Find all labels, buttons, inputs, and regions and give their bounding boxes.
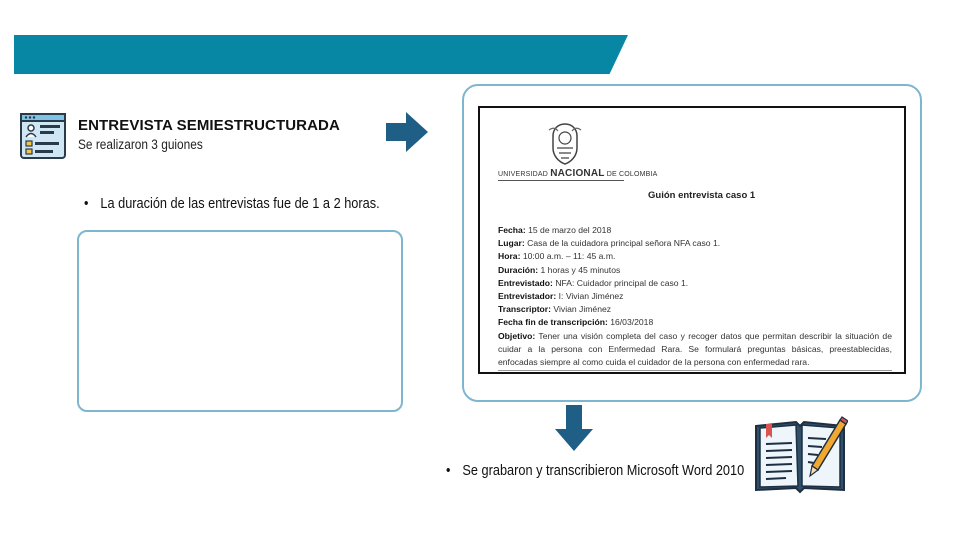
field-row: Fecha: 15 de marzo del 2018 (498, 225, 612, 235)
arrow-down-icon (555, 405, 593, 451)
document-page (478, 106, 906, 374)
field-row: Lugar: Casa de la cuidadora principal señora NFA caso 1. (498, 238, 721, 249)
university-main: NACIONAL (550, 168, 605, 179)
objective-paragraph: Objetivo: Tener una visión completa del caso y recoger datos que permitan describir la situación de cuidar a la persona con Enfermedad Rara. Se formulará preguntas básicas, preestablecidas, enfocadas siempre al como cuida el cuidador de la persona con enfermedad rara. (498, 330, 892, 368)
field-row: Hora: 10:00 a.m. – 11: 45 a.m. (498, 251, 616, 262)
document-title: Guión entrevista caso 1 (648, 190, 756, 201)
university-suffix: DE COLOMBIA (606, 171, 658, 178)
header-divider (498, 180, 624, 181)
form-icon (20, 113, 66, 159)
field-row: Fecha fin de transcripción: 16/03/2018 (498, 317, 654, 328)
title-band (14, 35, 628, 74)
bullet-recording (446, 462, 744, 479)
university-prefix: UNIVERSIDAD (498, 171, 549, 178)
field-row: Duración: 1 horas y 45 minutos (498, 264, 621, 275)
university-name (498, 168, 658, 179)
bullet-dot: • (446, 462, 451, 479)
section-subheading: Se realizaron 3 guiones (78, 137, 203, 152)
document-bottom-divider (498, 370, 892, 371)
field-row: Entrevistado: NFA: Cuidador principal de caso 1. (498, 277, 689, 288)
arrow-right-icon (386, 112, 428, 152)
field-row: Entrevistador: I: Vivian Jiménez (498, 291, 624, 302)
field-row: Transcriptor: Vivian Jiménez (498, 304, 612, 315)
bullet-duration (84, 195, 380, 212)
document-fields (498, 224, 892, 369)
bullet-recording-text: Se grabaron y transcribieron Microsoft Word 2010 (462, 462, 745, 479)
notebook-pencil-icon (752, 416, 848, 494)
bullet-dot: • (84, 195, 89, 212)
section-heading: ENTREVISTA SEMIESTRUCTURADA (78, 117, 340, 134)
bullet-duration-text: La duración de las entrevistas fue de 1 a 2 horas. (100, 195, 380, 212)
university-seal-icon (546, 122, 584, 166)
empty-content-box (77, 230, 403, 412)
